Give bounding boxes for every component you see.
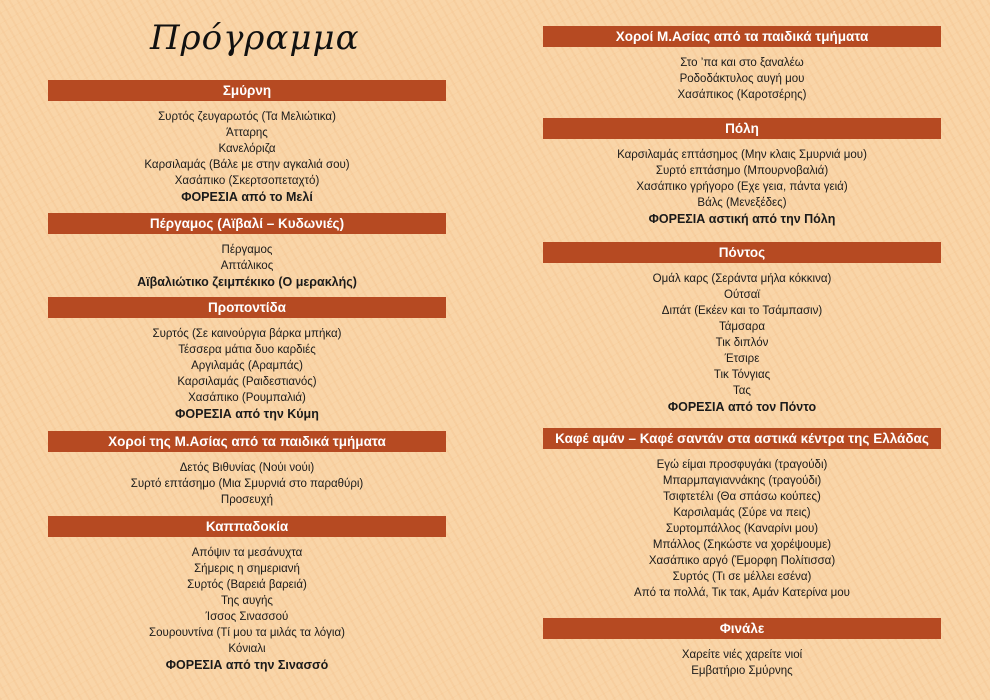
section-items <box>543 647 941 679</box>
program-item: Απόψιν τα μεσάνυχτα <box>191 547 303 559</box>
program-item: Διπάτ (Εκέεν και το Τσάμπασιν) <box>661 305 823 317</box>
section-heading: Χοροί Μ.Ασίας από τα παιδικά τμήματα <box>543 26 941 47</box>
section-heading: Προποντίδα <box>48 297 446 318</box>
program-item: Σήμερις η σημεριανή <box>194 563 300 575</box>
program-section <box>543 26 941 103</box>
program-item: Πέργαμος <box>221 244 273 256</box>
program-item: Τέσσερα μάτια δυο καρδιές <box>178 344 316 356</box>
program-section <box>543 118 941 227</box>
program-item: Χασάπικο (Ρουμπαλιά) <box>188 392 306 404</box>
program-section <box>48 80 446 205</box>
program-section <box>48 213 446 290</box>
program-item: Συρτός (Τι σε μέλλει εσένα) <box>672 571 812 583</box>
section-items <box>48 460 446 508</box>
section-heading: Φινάλε <box>543 618 941 639</box>
program-item: Συρτό επτάσημο (Μια Σμυρνιά στο παραθύρι) <box>130 478 364 490</box>
program-item: Χασάπικο αργό (Έμορφη Πολίτισσα) <box>648 555 836 567</box>
section-items <box>48 545 446 673</box>
program-item: Συρτομπάλλος (Καναρίνι μου) <box>665 523 819 535</box>
program-item: Χασάπικος (Καροτσέρης) <box>677 89 807 101</box>
section-items <box>48 326 446 422</box>
program-item: Συρτός ζευγαρωτός (Τα Μελιώτικα) <box>158 111 336 123</box>
program-item: Συρτός (Βαρειά βαρειά) <box>187 579 307 591</box>
program-item: Προσευχή <box>220 494 274 506</box>
program-item: Αργιλαμάς (Αραμπάς) <box>191 360 303 372</box>
section-heading: Πόντος <box>543 242 941 263</box>
program-item: Βάλς (Μενεξέδες) <box>697 197 787 209</box>
program-item: Κόνιαλι <box>228 643 266 655</box>
program-item: Τάμσαρα <box>719 321 765 333</box>
section-items <box>543 271 941 415</box>
program-item: Συρτός (Σε καινούργια βάρκα μπήκα) <box>152 328 342 340</box>
program-item: Ίσσος Σινασσού <box>205 611 289 623</box>
section-heading: Σμύρνη <box>48 80 446 101</box>
section-heading: Πέργαμος (Αϊβαλί – Κυδωνιές) <box>48 213 446 234</box>
program-item: Συρτό επτάσημο (Μπουρνοβαλιά) <box>655 165 829 177</box>
program-item: Στο ’πα και στο ξαναλέω <box>680 57 804 69</box>
program-section <box>48 297 446 422</box>
program-item: ΦΟΡΕΣΙΑ από τον Πόντο <box>667 400 817 414</box>
section-items <box>48 109 446 205</box>
program-item: Άτταρης <box>226 127 268 139</box>
program-item: ΦΟΡΕΣΙΑ από το Μελί <box>181 190 313 204</box>
program-item: Δετός Βιθυνίας (Νούι νούι) <box>179 462 315 474</box>
program-item: Σουρουντίνα (Τί μου τα μιλάς τα λόγια) <box>149 627 345 639</box>
program-item: Ούτσαϊ <box>724 289 760 301</box>
section-heading: Πόλη <box>543 118 941 139</box>
program-item: Μπαρμπαγιαννάκης (τραγούδι) <box>662 475 822 487</box>
program-item: Τικ διπλόν <box>715 337 769 349</box>
program-item: Καρσιλαμάς (Ραιδεστιανός) <box>177 376 317 388</box>
program-item: Τικ Τόνγιας <box>713 369 771 381</box>
program-item: Χασάπικο γρήγορο (Εχε γεια, πάντα γειά) <box>636 181 848 193</box>
section-heading: Χοροί της Μ.Ασίας από τα παιδικά τμήματα <box>48 431 446 452</box>
program-item: Ομάλ καρς (Σεράντα μήλα κόκκινα) <box>652 273 832 285</box>
program-item: Χαρείτε νιές χαρείτε νιοί <box>681 649 803 661</box>
program-item: Καρσιλαμάς (Βάλε με στην αγκαλιά σου) <box>144 159 350 171</box>
program-item: Της αυγής <box>221 595 273 607</box>
program-section <box>48 431 446 508</box>
program-item: ΦΟΡΕΣΙΑ από την Κύμη <box>175 407 319 421</box>
program-item: Εμβατήριο Σμύρνης <box>691 665 793 677</box>
section-heading: Καππαδοκία <box>48 516 446 537</box>
program-item: Απτάλικος <box>220 260 274 272</box>
program-section <box>543 618 941 679</box>
program-item: Αϊβαλιώτικο ζειμπέκικο (Ο μερακλής) <box>137 275 357 289</box>
section-items <box>543 457 941 601</box>
program-item: Καρσιλαμάς (Σύρε να πεις) <box>673 507 811 519</box>
program-item: Κανελόριζα <box>218 143 276 155</box>
section-items <box>543 55 941 103</box>
program-item: Ροδοδάκτυλος αυγή μου <box>679 73 805 85</box>
program-item: Από τα πολλά, Τικ τακ, Αμάν Κατερίνα μου <box>634 587 850 599</box>
program-item: Καρσιλαμάς επτάσημος (Μην κλαις Σμυρνιά μου) <box>617 149 867 161</box>
section-heading: Καφέ αμάν – Καφέ σαντάν στα αστικά κέντρα της Ελλάδας <box>543 428 941 449</box>
program-section <box>48 516 446 673</box>
program-item: Τας <box>733 385 751 397</box>
program-item: Έτσιρε <box>724 353 760 365</box>
program-item: Μπάλλος (Σηκώστε να χορέψουμε) <box>652 539 832 551</box>
program-item: Εγώ είμαι προσφυγάκι (τραγούδι) <box>656 459 828 471</box>
program-item: Χασάπικο (Σκερτσοπεταχτό) <box>174 175 320 187</box>
program-item: ΦΟΡΕΣΙΑ αστική από την Πόλη <box>648 212 836 226</box>
program-item: ΦΟΡΕΣΙΑ από την Σινασσό <box>165 658 329 672</box>
section-items <box>543 147 941 227</box>
program-title: Πρόγραμμα <box>150 18 360 58</box>
section-items <box>48 242 446 290</box>
program-section <box>543 428 941 601</box>
program-section <box>543 242 941 415</box>
program-item: Τσιφτετέλι (Θα σπάσω κούπες) <box>663 491 821 503</box>
